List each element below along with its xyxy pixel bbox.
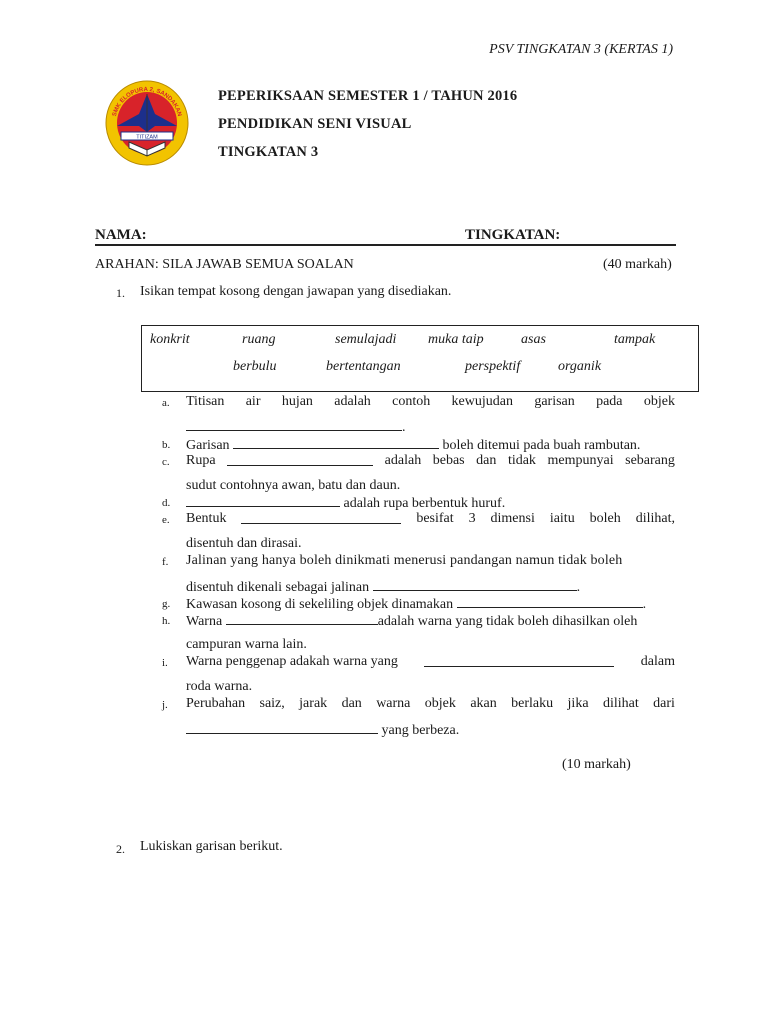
item-h-line1: Warna adalah warna yang tidak boleh dihasilkan oleh [186, 614, 638, 629]
answer-blank-f[interactable] [373, 578, 577, 591]
answer-blank-g[interactable] [457, 595, 643, 608]
instructions: ARAHAN: SILA JAWAB SEMUA SOALAN [95, 257, 354, 272]
answer-blank-i[interactable] [424, 654, 614, 667]
answer-blank-a[interactable] [186, 418, 402, 431]
item-j-line1: Perubahan saiz, jarak dan warna objek akan berlaku jika dilihat dari [186, 696, 675, 711]
word-bank [141, 325, 699, 392]
student-info-row [95, 227, 675, 245]
name-label: NAMA: [95, 227, 147, 243]
item-label-h: h. [162, 615, 171, 627]
item-label-e: e. [162, 514, 170, 526]
divider [95, 244, 676, 246]
exam-title: PEPERIKSAAN SEMESTER 1 / TAHUN 2016 [218, 88, 518, 104]
item-label-b: b. [162, 439, 171, 451]
item-label-d: d. [162, 497, 171, 509]
word-bank-item: berbulu [233, 359, 277, 374]
item-j-line2: yang berbeza. [186, 721, 459, 739]
item-a-line1: Titisan air hujan adalah contoh kewujudan garisan pada objek [186, 394, 675, 409]
school-crest-icon [105, 80, 189, 166]
item-label-j: j. [162, 699, 168, 711]
svg-text:TITIZAM: TITIZAM [136, 134, 158, 141]
running-head: PSV TINGKATAN 3 (KERTAS 1) [489, 42, 673, 57]
answer-blank-e[interactable] [241, 511, 401, 524]
answer-blank-b[interactable] [233, 436, 439, 449]
question-2-prompt: Lukiskan garisan berikut. [140, 839, 283, 854]
word-bank-item: semulajadi [335, 332, 397, 347]
form-title: TINGKATAN 3 [218, 144, 319, 160]
item-e-line1: Bentuk besifat 3 dimensi iaitu boleh dilihat, [186, 511, 675, 526]
answer-blank-j[interactable] [186, 721, 378, 734]
item-label-i: i. [162, 657, 168, 669]
item-g-line1: Kawasan kosong di sekeliling objek dinamakan . [186, 597, 647, 612]
answer-blank-d[interactable] [186, 494, 340, 507]
form-label: TINGKATAN: [465, 227, 561, 243]
item-f-line2: disentuh dikenali sebagai jalinan . [186, 580, 581, 595]
word-bank-item: muka taip [428, 332, 484, 347]
item-label-f: f. [162, 556, 169, 568]
item-f-line1: Jalinan yang hanya boleh dinikmati menerusi pandangan namun tidak boleh [186, 553, 623, 568]
question-1-number: 1. [116, 286, 125, 300]
item-c-line1: Rupa adalah bebas dan tidak mempunyai sebarang [186, 453, 675, 468]
item-e-line2: disentuh dan dirasai. [186, 536, 302, 551]
item-i-line2: roda warna. [186, 679, 253, 694]
question-1-prompt: Isikan tempat kosong dengan jawapan yang disediakan. [140, 284, 452, 299]
word-bank-item: konkrit [150, 332, 190, 347]
word-bank-item: tampak [614, 332, 656, 347]
word-bank-item: ruang [242, 332, 276, 347]
svg-text:SMK ELOPURA 2, SANDAKAN: SMK ELOPURA 2, SANDAKAN [111, 86, 183, 118]
total-marks: (40 markah) [603, 257, 672, 272]
subject-title: PENDIDIKAN SENI VISUAL [218, 116, 412, 132]
item-d-line1: adalah rupa berbentuk huruf. [186, 494, 505, 512]
item-label-a: a. [162, 397, 170, 409]
item-c-line2: sudut contohnya awan, batu dan daun. [186, 478, 401, 493]
item-h-line2: campuran warna lain. [186, 637, 307, 652]
answer-blank-c[interactable] [227, 453, 373, 466]
word-bank-item: bertentangan [326, 359, 401, 374]
word-bank-item: perspektif [465, 359, 521, 374]
answer-blank-h[interactable] [226, 612, 378, 625]
word-bank-item: asas [521, 332, 546, 347]
item-label-c: c. [162, 456, 170, 468]
item-i-line1: Warna penggenap adakah warna yang dalam [186, 654, 675, 669]
item-b-line1: Garisan boleh ditemui pada buah rambutan. [186, 438, 641, 453]
item-label-g: g. [162, 598, 171, 610]
question-1-marks: (10 markah) [562, 757, 631, 772]
item-a-line2: . [186, 418, 406, 436]
question-2-number: 2. [116, 842, 125, 856]
word-bank-item: organik [558, 359, 602, 374]
